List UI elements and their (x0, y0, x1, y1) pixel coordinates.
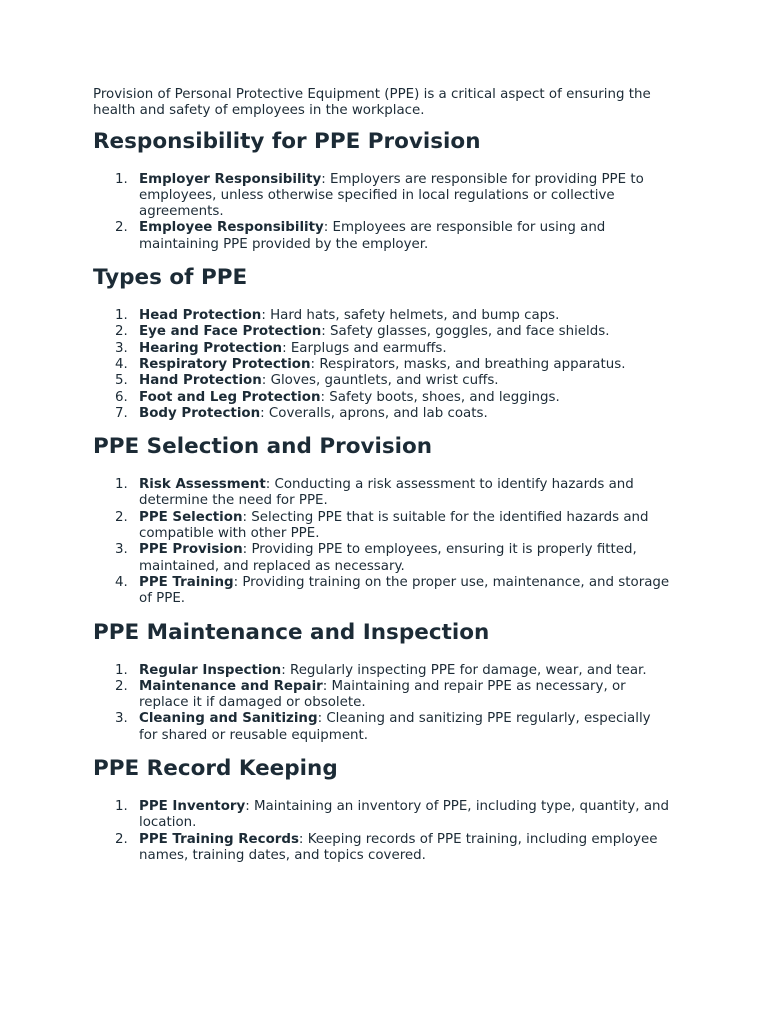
section-heading: Types of PPE (93, 265, 248, 291)
section-heading: PPE Record Keeping (93, 756, 338, 782)
list-item: 1. Employer Responsibility: Employers are responsible for providing PPE to employees, unless otherwise specified in local regulations or collective agreements. (115, 171, 644, 220)
list-item: 5. Hand Protection: Gloves, gauntlets, and wrist cuffs. (115, 373, 499, 389)
section-list (93, 172, 675, 253)
section-list (93, 799, 675, 864)
list-item: 7. Body Protection: Coveralls, aprons, and lab coats. (115, 405, 488, 421)
section-list (93, 663, 675, 744)
list-item: 1. PPE Inventory: Maintaining an inventory of PPE, including type, quantity, and location. (115, 799, 670, 831)
list-item: 3. Hearing Protection: Earplugs and earmuffs. (115, 340, 447, 356)
list-item: 2. PPE Selection: Selecting PPE that is suitable for the identified hazards and compatible with other PPE. (115, 509, 649, 542)
list-item: 4. Respiratory Protection: Respirators, masks, and breathing apparatus. (115, 356, 626, 372)
list-item: 3. Cleaning and Sanitizing: Cleaning and sanitizing PPE regularly, especially for shared or reusable equipment. (115, 711, 651, 743)
list-item: 6. Foot and Leg Protection: Safety boots, shoes, and leggings. (115, 389, 560, 405)
list-item: 4. PPE Training: Providing training on the proper use, maintenance, and storage of PPE. (115, 574, 670, 607)
list-item: 3. PPE Provision: Providing PPE to employees, ensuring it is properly fitted, maintained, and replaced as necessary. (115, 542, 637, 574)
list-item: 2. PPE Training Records: Keeping records of PPE training, including employee names, training dates, and topics covered. (115, 831, 658, 863)
list-item: 2. Maintenance and Repair: Maintaining and repair PPE as necessary, or replace it if damaged or obsolete. (115, 678, 626, 711)
section-heading: PPE Maintenance and Inspection (93, 619, 490, 645)
list-item: 2. Employee Responsibility: Employees are responsible for using and maintaining PPE provided by the employer. (115, 220, 606, 252)
section-list (93, 308, 675, 422)
intro-paragraph: Provision of Personal Protective Equipment (PPE) is a critical aspect of ensuring the health and safety of employees in the workplace. (93, 87, 651, 119)
list-item: 1. Risk Assessment: Conducting a risk assessment to identify hazards and determine the need for PPE. (115, 477, 634, 509)
list-item: 1. Regular Inspection: Regularly inspecting PPE for damage, wear, and tear. (115, 662, 647, 678)
section-heading: PPE Selection and Provision (93, 434, 433, 460)
list-item: 2. Eye and Face Protection: Safety glasses, goggles, and face shields. (115, 324, 610, 340)
section-list (93, 477, 675, 607)
section-heading: Responsibility for PPE Provision (93, 128, 481, 154)
list-item: 1. Head Protection: Hard hats, safety helmets, and bump caps. (115, 308, 560, 324)
